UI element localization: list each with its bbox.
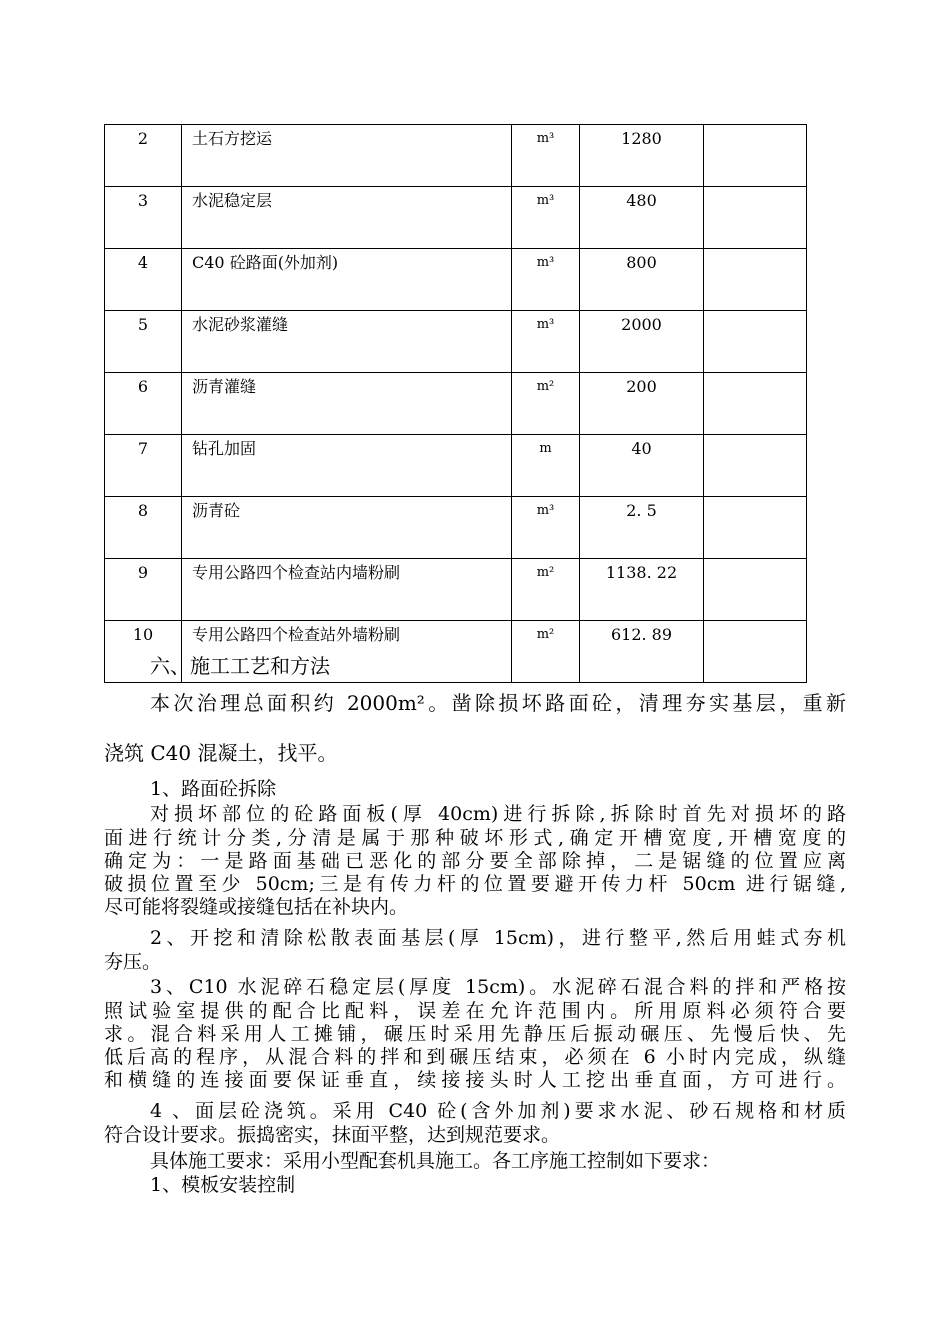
item2-line-1-wrap (104, 951, 846, 974)
unit-cell: m² (512, 621, 580, 683)
item-name-cell: 沥青灌缝 (182, 373, 512, 435)
item-name-cell: 水泥砂浆灌缝 (182, 311, 512, 373)
item1-title: 1、路面砼拆除 (150, 778, 277, 800)
note-cell (704, 435, 807, 497)
item4-line-1-wrap (104, 1124, 846, 1147)
row-number-cell: 5 (105, 311, 182, 373)
quantity-cell: 2. 5 (580, 497, 704, 559)
quantity-cell: 2000 (580, 311, 704, 373)
item-name-cell: 钻孔加固 (182, 435, 512, 497)
quantity-cell: 800 (580, 249, 704, 311)
item2-line-0-wrap (150, 927, 846, 950)
row-number-cell: 2 (105, 125, 182, 187)
item4-line-0-wrap (150, 1100, 846, 1123)
intro-line-2: 浇筑 C40 混凝土，找平。 (104, 741, 338, 765)
item1-line-4: 尽可能将裂缝或接缝包括在补块内。 (104, 896, 409, 918)
table-row (105, 125, 807, 187)
quantity-cell: 480 (580, 187, 704, 249)
item-name-cell: 土石方挖运 (182, 125, 512, 187)
quantity-table (104, 124, 807, 683)
unit-cell: m² (512, 559, 580, 621)
sub1-title: 1、模板安装控制 (150, 1174, 296, 1196)
quantity-cell: 40 (580, 435, 704, 497)
item-name-cell: 专用公路四个检查站内墙粉刷 (182, 559, 512, 621)
item1-line-0-wrap (150, 803, 846, 826)
item-name-cell: 沥青砼 (182, 497, 512, 559)
item1-line-1: 面进行统计分类,分清是属于那种破坏形式,确定开槽宽度,开槽宽度的 (104, 827, 846, 849)
requirements-line: 具体施工要求：采用小型配套机具施工。各工序施工控制如下要求： (150, 1150, 721, 1172)
quantity-cell: 1138. 22 (580, 559, 704, 621)
item1-line-0: 对损坏部位的砼路面板(厚 40cm)进行拆除,拆除时首先对损坏的路 (150, 803, 846, 825)
table-row (105, 187, 807, 249)
item-name-cell: C40 砼路面(外加剂) (182, 249, 512, 311)
unit-cell: m (512, 435, 580, 497)
item2-line-0: 2、开挖和清除松散表面基层(厚 15cm)，进行整平,然后用蛙式夯机 (150, 927, 846, 949)
item1-line-2: 确定为：一是路面基础已恶化的部分要全部除掉，二是锯缝的位置应离 (104, 850, 846, 872)
item4-line-1: 符合设计要求。振捣密实，抹面平整，达到规范要求。 (104, 1124, 561, 1146)
table-row (105, 373, 807, 435)
note-cell (704, 187, 807, 249)
row-number-cell: 10 (105, 621, 182, 683)
note-cell (704, 373, 807, 435)
unit-cell: m³ (512, 249, 580, 311)
row-number-cell: 8 (105, 497, 182, 559)
table-body (105, 125, 807, 683)
item3-line-1: 照试验室提供的配合比配料，误差在允许范围内。所用原料必须符合要 (104, 1000, 846, 1022)
note-cell (704, 311, 807, 373)
note-cell (704, 249, 807, 311)
item4-line-0: 4 、面层砼浇筑。采用 C40 砼(含外加剂)要求水泥、砂石规格和材质 (150, 1100, 846, 1122)
item3-line-4: 和横缝的连接面要保证垂直，续接接头时人工挖出垂直面，方可进行。 (104, 1069, 846, 1091)
item3-line-0: 3、C10 水泥碎石稳定层(厚度 15cm)。水泥碎石混合料的拌和严格按 (150, 976, 846, 998)
item-name-cell: 专用公路四个检查站外墙粉刷 (182, 621, 512, 683)
unit-cell: m³ (512, 311, 580, 373)
row-number-cell: 9 (105, 559, 182, 621)
intro-line-1: 本次治理总面积约 2000m²。凿除损坏路面砼，清理夯实基层，重新 (150, 691, 846, 715)
table-row (105, 435, 807, 497)
item3-line-0-wrap (150, 976, 846, 999)
quantity-cell: 1280 (580, 125, 704, 187)
section-heading: 六、施工工艺和方法 (150, 654, 330, 678)
item1-body (104, 827, 846, 919)
item3-line-2: 求。混合料采用人工摊铺，碾压时采用先静压后振动碾压、先慢后快、先 (104, 1023, 846, 1045)
row-number-cell: 3 (105, 187, 182, 249)
item-name-cell: 水泥稳定层 (182, 187, 512, 249)
item2-line-1: 夯压。 (104, 951, 162, 973)
unit-cell: m³ (512, 125, 580, 187)
item3-body (104, 1000, 846, 1092)
row-number-cell: 7 (105, 435, 182, 497)
note-cell (704, 125, 807, 187)
table-row (105, 497, 807, 559)
table-row (105, 249, 807, 311)
row-number-cell: 6 (105, 373, 182, 435)
unit-cell: m³ (512, 497, 580, 559)
unit-cell: m² (512, 373, 580, 435)
item3-line-3: 低后高的程序，从混合料的拌和到碾压结束，必须在 6 小时内完成，纵缝 (104, 1046, 846, 1068)
row-number-cell: 4 (105, 249, 182, 311)
note-cell (704, 497, 807, 559)
quantity-cell: 612. 89 (580, 621, 704, 683)
item1-line-3: 破损位置至少 50cm;三是有传力杆的位置要避开传力杆 50cm 进行锯缝, (104, 873, 846, 895)
table-row (105, 311, 807, 373)
table-row (105, 559, 807, 621)
quantity-cell: 200 (580, 373, 704, 435)
unit-cell: m³ (512, 187, 580, 249)
note-cell (704, 559, 807, 621)
